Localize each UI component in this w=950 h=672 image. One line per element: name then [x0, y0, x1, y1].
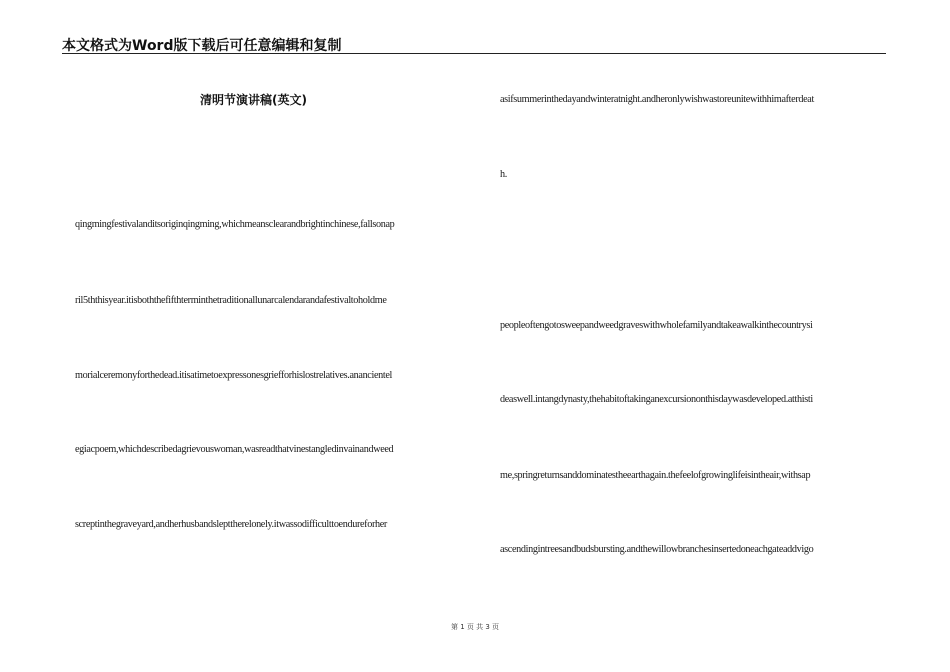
right-column-line: h.: [500, 169, 507, 180]
right-column-line: me,springreturnsanddominatestheearthagain.thefeelofgrowinglifeisintheair,withsap: [500, 470, 811, 481]
left-column-line: morialceremonyforthedead.itisatimetoexpressonesgriefforhislostrelatives.anancientel: [75, 370, 393, 381]
page-number: 第 1 页 共 3 页: [450, 623, 500, 631]
left-column-line: qingmingfestivalanditsoriginqingming,whichmeansclearandbrightinchinese,fallsonap: [75, 219, 395, 230]
left-column-line: egiacpoem,whichdescribedagrievouswoman,wasreadthatvinestangledinvainandweed: [75, 444, 394, 455]
right-column-line: deaswell.intangdynasty,thehabitoftakinganexcursiononthisdaywasdeveloped.atthisti: [500, 394, 813, 405]
right-column-line: ascendingintreesandbudsbursting.andthewillowbranchesinsertedoneachgateaddvigo: [500, 544, 814, 555]
left-column-line: screptinthegraveyard,andherhusbandslepttherelonely.itwassodifficulttoendureforher: [75, 519, 387, 530]
header-divider: [62, 53, 886, 54]
document-title: 清明节演讲稿(英文): [200, 93, 307, 107]
right-column-line: peopleoftengotosweepandweedgraveswithwholefamilyandtakeawalkinthecountrysi: [500, 320, 813, 331]
right-column-line: asifsummerinthedayandwinteratnight.andheronlywishwastoreunitewithhimafterdeat: [500, 94, 814, 105]
document-banner: 本文格式为Word版下载后可任意编辑和复制: [62, 38, 342, 54]
left-column-line: ril5ththisyear.itisboththefifthterminthetraditionallunarcalendarandafestivaltoholdme: [75, 295, 387, 306]
